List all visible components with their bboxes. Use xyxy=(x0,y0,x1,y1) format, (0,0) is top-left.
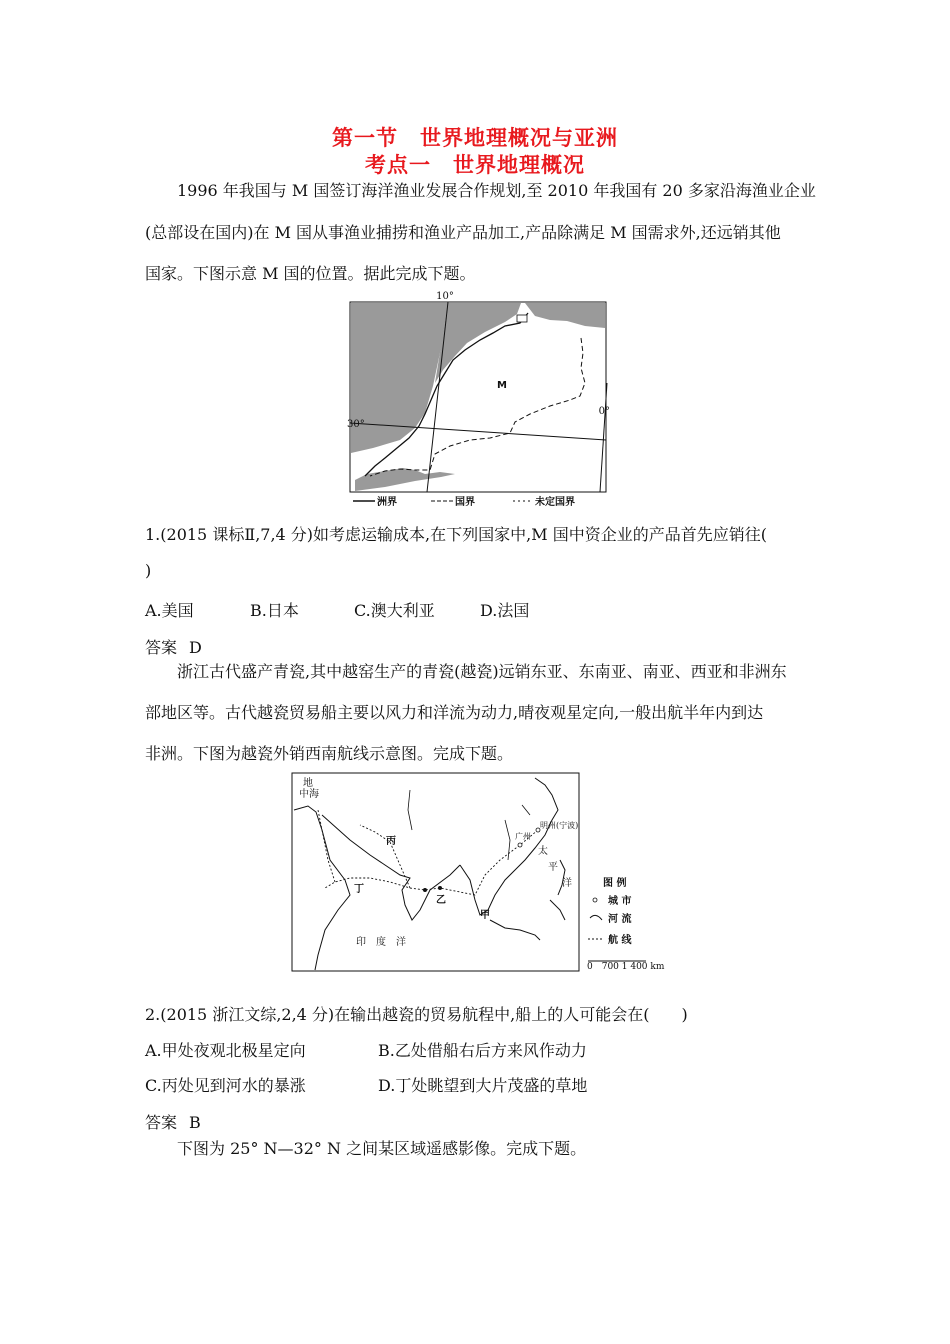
yi-point-2 xyxy=(438,886,442,890)
map2-legend-title: 图 例 xyxy=(603,878,627,889)
lat30-label: 30° xyxy=(347,419,365,430)
map1-legend xyxy=(353,495,575,508)
point-heading xyxy=(0,149,950,179)
yi-point xyxy=(423,888,427,892)
indian-ocean-label: 印 度 洋 xyxy=(356,937,406,948)
q2-stem: 2.(2015 浙江文综,2,4 分)在输出越瓷的贸易航程中,船上的人可能会在( ) xyxy=(145,1005,688,1024)
passage1-line1: 1996 年我国与 M 国签订海洋渔业发展合作规划,至 2010 年我国有 20 多家沿海渔业企业 xyxy=(177,181,816,200)
q2-option-d: D.丁处眺望到大片茂盛的草地 xyxy=(378,1076,588,1095)
map2-legend-city: 城 市 xyxy=(608,896,632,907)
med-label-1: 地 xyxy=(303,778,313,789)
passage2-line2: 部地区等。古代越瓷贸易船主要以风力和洋流为动力,晴夜观星定向,一般出航半年内到达 xyxy=(145,703,764,722)
q2-option-c: C.丙处见到河水的暴涨 xyxy=(145,1076,306,1095)
q1-close: ) xyxy=(145,561,152,580)
passage2-line1: 浙江古代盛产青瓷,其中越窑生产的青瓷(越瓷)远销东亚、东南亚、南亚、西亚和非洲东 xyxy=(177,662,787,681)
q1-answer-label: 答案 xyxy=(145,638,178,657)
med-label-2: 中海 xyxy=(299,789,319,800)
map2-scale: 0 700 1 400 km xyxy=(587,962,665,972)
legend-undetermined-border: 未定国界 xyxy=(535,497,575,508)
yue-porcelain-route-map xyxy=(290,770,670,975)
map2-legend-river: 河 流 xyxy=(608,914,632,925)
point-number: 考点一 xyxy=(365,153,431,177)
ding-label: 丁 xyxy=(354,884,364,895)
section-title: 世界地理概况与亚洲 xyxy=(420,126,618,150)
q1-answer-value: D xyxy=(189,638,202,657)
pacific-label-2: 平 xyxy=(548,862,558,873)
mingzhou-label: 明州(宁波) xyxy=(540,821,579,830)
q2-option-a: A.甲处夜观北极星定向 xyxy=(145,1041,306,1060)
yi-label: 乙 xyxy=(436,895,446,906)
q2-answer-label: 答案 xyxy=(145,1113,178,1132)
bing-label: 丙 xyxy=(386,836,396,847)
guangzhou-city xyxy=(518,843,522,847)
strait-marker xyxy=(517,315,527,322)
lon0-label: 0° xyxy=(598,406,610,417)
q1-answer xyxy=(145,635,202,658)
country-m-label: M xyxy=(497,380,507,391)
pacific-label-3: 洋 xyxy=(562,878,572,889)
passage1-line3: 国家。下图示意 M 国的位置。据此完成下题。 xyxy=(145,264,476,283)
map2-legend-route: 航 线 xyxy=(608,935,632,946)
map2-legend xyxy=(587,876,665,972)
pacific-label-1: 太 xyxy=(538,846,548,857)
legend-national-border: 国界 xyxy=(455,497,475,508)
q1-option-a: A.美国 xyxy=(145,601,194,620)
section-number: 第一节 xyxy=(332,126,398,150)
lon10-label: 10° xyxy=(436,291,454,302)
q1-option-b: B.日本 xyxy=(250,601,299,620)
q1-option-d: D.法国 xyxy=(480,601,530,620)
guangzhou-label: 广州 xyxy=(515,832,531,841)
m-country-map xyxy=(345,288,613,510)
legend-continent-border: 洲界 xyxy=(377,497,397,508)
point-title: 世界地理概况 xyxy=(453,153,585,177)
passage1-line2: (总部设在国内)在 M 国从事渔业捕捞和渔业产品加工,产品除满足 M 国需求外,还远销其他 xyxy=(145,223,781,242)
q2-answer xyxy=(145,1110,201,1133)
q2-option-b: B.乙处借船右后方来风作动力 xyxy=(378,1041,587,1060)
section-heading xyxy=(0,122,950,152)
q1-stem: 1.(2015 课标Ⅱ,7,4 分)如考虑运输成本,在下列国家中,M 国中资企业的产品首先应销往( xyxy=(145,525,767,544)
passage3-line1: 下图为 25° N—32° N 之间某区域遥感影像。完成下题。 xyxy=(177,1139,587,1158)
q1-option-c: C.澳大利亚 xyxy=(354,601,435,620)
passage2-line3: 非洲。下图为越瓷外销西南航线示意图。完成下题。 xyxy=(145,744,514,763)
q2-answer-value: B xyxy=(189,1113,201,1132)
jia-label: 甲 xyxy=(480,910,490,921)
